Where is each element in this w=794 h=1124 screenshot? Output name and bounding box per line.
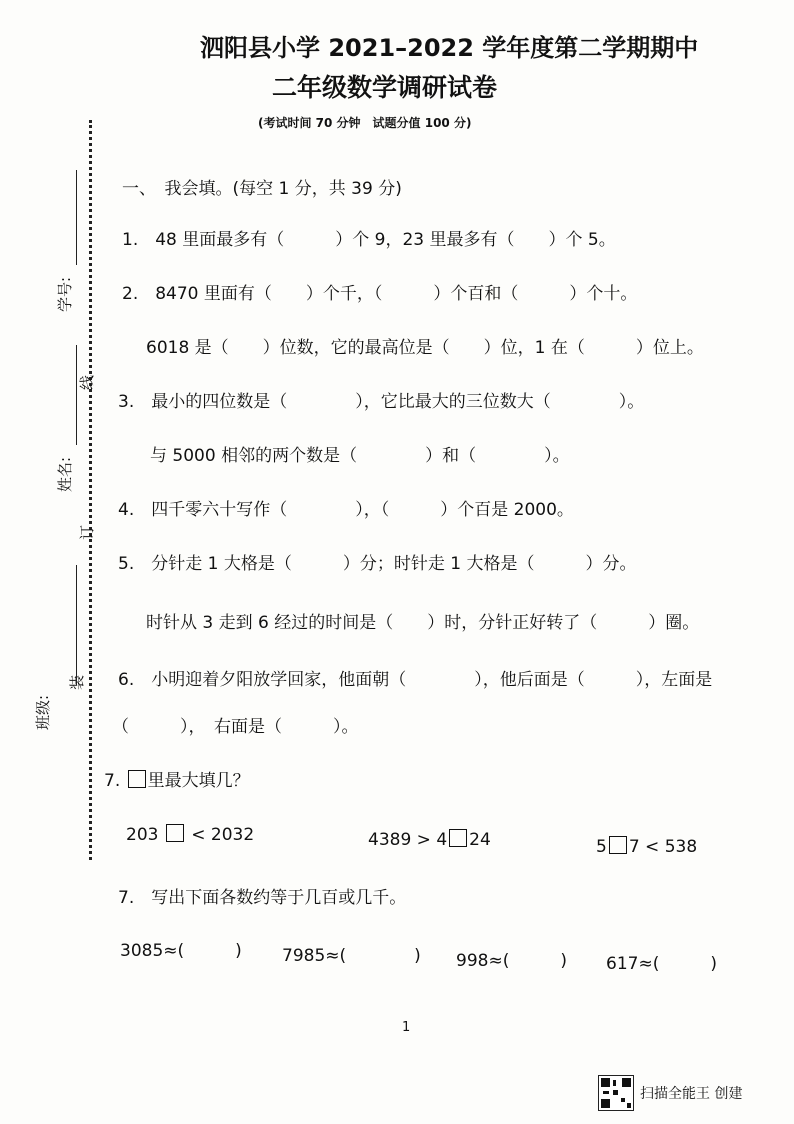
seal-line-char: 线 <box>78 374 96 390</box>
seal-ding-char: 订 <box>78 524 96 540</box>
question-7-text: 里最大填几？ <box>147 771 250 791</box>
seal-zhuang-char: 装 <box>68 674 86 690</box>
scanner-watermark-text: 扫描全能王 创建 <box>640 1086 743 1102</box>
question-8-heading: 7. 写出下面各数约等于几百或几千。 <box>118 888 407 908</box>
answer-box-b[interactable] <box>449 829 467 847</box>
blank-box-icon <box>128 770 146 788</box>
q7-b-left: 4389 > 4 <box>368 830 448 850</box>
approx-item-4: 617≈( ) <box>606 954 717 974</box>
question-3: 3. 最小的四位数是（ ），它比最大的三位数大（ ）。 <box>118 392 645 412</box>
exam-title-line1: 泗阳县小学 2021–2022 学年度第二学期期中 <box>200 34 699 62</box>
question-2: 2. 8470 里面有（ ）个千，（ ）个百和（ ）个十。 <box>122 284 638 304</box>
question-7-item-a <box>126 824 254 845</box>
answer-box-a[interactable] <box>166 824 184 842</box>
question-7-item-b <box>368 829 491 850</box>
approx-item-1: 3085≈( ) <box>120 941 242 961</box>
question-2-cont: 6018 是（ ）位数，它的最高位是（ ）位，1 在（ ）位上。 <box>146 338 704 358</box>
page-number: 1 <box>402 1020 411 1035</box>
class-underline <box>76 565 77 685</box>
question-7-heading <box>104 766 250 791</box>
section1-heading: 一、 我会填。(每空 1 分，共 39 分) <box>122 179 402 199</box>
exam-title-line2: 二年级数学调研试卷 <box>272 73 498 102</box>
question-5: 5. 分针走 1 大格是（ ）分；时针走 1 大格是（ ）分。 <box>118 554 637 574</box>
question-4: 4. 四千零六十写作（ ），（ ）个百是 2000。 <box>118 500 574 520</box>
binding-dotted-line <box>89 120 92 860</box>
question-7-number: 7. <box>104 771 121 791</box>
class-label: 班级: <box>34 694 52 730</box>
q7-c-left: 5 <box>596 837 607 857</box>
q7-b-right: 24 <box>469 830 491 850</box>
question-3-cont: 与 5000 相邻的两个数是（ ）和（ ）。 <box>150 446 570 466</box>
q7-a-left: 203 <box>126 825 159 845</box>
name-underline <box>76 345 77 445</box>
question-5-cont: 时针从 3 走到 6 经过的时间是（ ）时，分针正好转了（ ）圈。 <box>146 613 700 633</box>
question-7-item-c <box>596 836 697 857</box>
student-no-label: 学号: <box>56 276 74 312</box>
approx-item-3: 998≈( ) <box>456 951 567 971</box>
name-label: 姓名: <box>56 456 74 492</box>
answer-box-c[interactable] <box>609 836 627 854</box>
qr-code-icon <box>598 1075 634 1111</box>
q7-a-right: < 2032 <box>191 825 255 845</box>
approx-item-2: 7985≈( ) <box>282 946 421 966</box>
question-6-cont: （ ）， 右面是（ ）。 <box>112 717 359 737</box>
question-6: 6. 小明迎着夕阳放学回家，他面朝（ ），他后面是（ ），左面是 <box>118 670 713 690</box>
q7-c-right: 7 < 538 <box>628 837 698 857</box>
question-1: 1. 48 里面最多有（ ）个 9，23 里最多有（ ）个 5。 <box>122 230 616 250</box>
exam-note: (考试时间 70 分钟 试题分值 100 分) <box>258 116 472 130</box>
student-no-underline <box>76 170 77 265</box>
